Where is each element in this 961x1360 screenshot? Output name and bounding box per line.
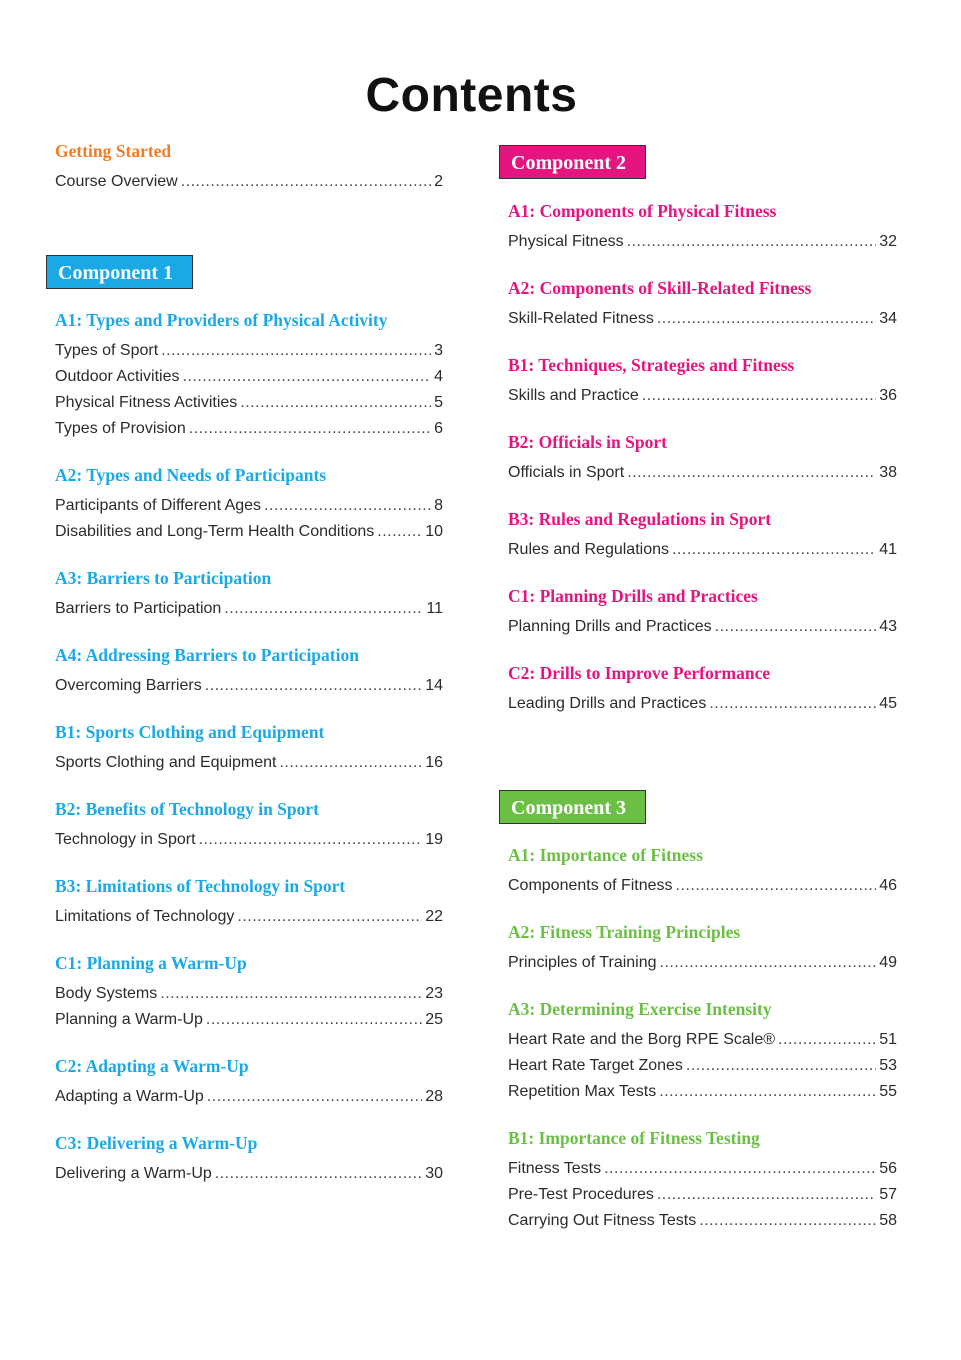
section-heading[interactable]: C2: Drills to Improve Performance [508, 663, 771, 683]
toc-entry[interactable] [508, 383, 897, 409]
page-number[interactable]: 8 [434, 497, 443, 514]
toc-entry[interactable] [55, 416, 443, 442]
section-heading[interactable]: B3: Rules and Regulations in Sport [508, 509, 772, 529]
entry-title[interactable]: Types of Sport [55, 342, 159, 359]
toc-entry[interactable] [55, 1007, 443, 1033]
page-number[interactable]: 30 [425, 1165, 443, 1182]
entry-title[interactable]: Body Systems [55, 985, 158, 1002]
section-heading[interactable]: A1: Types and Providers of Physical Activity [55, 310, 388, 330]
toc-entry[interactable] [55, 827, 443, 853]
entry-title[interactable]: Planning Drills and Practices [508, 618, 712, 635]
dot-leader [657, 1182, 876, 1208]
component-label: Component 1 [46, 255, 193, 289]
dot-leader [279, 750, 422, 776]
toc-entry[interactable] [55, 750, 443, 776]
toc-entry[interactable] [55, 904, 443, 930]
toc-section [508, 663, 897, 717]
page-number[interactable]: 57 [879, 1186, 897, 1203]
entry-title[interactable]: Participants of Different Ages [55, 497, 262, 514]
dot-leader [627, 229, 877, 255]
entry-title[interactable]: Overcoming Barriers [55, 677, 202, 694]
dot-leader [657, 306, 876, 332]
toc-entry[interactable] [508, 306, 897, 332]
toc-entry[interactable] [508, 1156, 897, 1182]
dot-leader [659, 1079, 876, 1105]
section-heading[interactable]: B3: Limitations of Technology in Sport [55, 876, 346, 896]
component-label: Component 3 [499, 790, 646, 824]
entry-title[interactable]: Physical Fitness Activities [55, 394, 238, 411]
page-number[interactable]: 43 [879, 618, 897, 635]
toc-entry[interactable] [508, 460, 897, 486]
toc-section [508, 1128, 897, 1234]
section-heading[interactable]: C3: Delivering a Warm-Up [55, 1133, 258, 1153]
dot-leader [199, 827, 423, 853]
dot-leader [676, 873, 877, 899]
dot-leader [672, 537, 876, 563]
page-number[interactable]: 49 [879, 954, 897, 971]
page-number[interactable]: 51 [879, 1031, 897, 1048]
dot-leader [207, 1084, 422, 1110]
toc-entry[interactable] [55, 493, 443, 519]
entry-title[interactable]: Types of Provision [55, 420, 186, 437]
page-title: Contents [365, 69, 578, 122]
dot-leader [264, 493, 431, 519]
section-heading[interactable]: A2: Components of Skill-Related Fitness [508, 278, 812, 298]
entry-title[interactable]: Principles of Training [508, 954, 657, 971]
section-heading[interactable]: B1: Importance of Fitness Testing [508, 1128, 760, 1148]
toc-entry[interactable] [55, 519, 443, 545]
toc-section [508, 999, 897, 1105]
dot-leader [205, 673, 423, 699]
toc-section [508, 586, 897, 640]
page-number[interactable]: 36 [879, 387, 897, 404]
page-number[interactable]: 46 [879, 877, 897, 894]
page-number[interactable]: 45 [879, 695, 897, 712]
entry-title[interactable]: Leading Drills and Practices [508, 695, 707, 712]
toc-entry[interactable] [55, 364, 443, 390]
entry-title[interactable]: Barriers to Participation [55, 600, 222, 617]
page-number[interactable]: 6 [434, 420, 443, 437]
page-number[interactable]: 4 [434, 368, 443, 385]
component-label: Component 2 [499, 145, 646, 179]
toc-entry[interactable] [508, 691, 897, 717]
section-heading[interactable]: A2: Types and Needs of Participants [55, 465, 327, 485]
section-heading[interactable]: C1: Planning a Warm-Up [55, 953, 247, 973]
toc-entry[interactable] [508, 229, 897, 255]
dot-leader [240, 390, 431, 416]
contents-left-column [55, 141, 443, 1187]
dot-leader [237, 904, 422, 930]
dot-leader [181, 169, 431, 195]
section-heading[interactable]: A1: Importance of Fitness [508, 845, 703, 865]
section-heading[interactable]: B1: Sports Clothing and Equipment [55, 722, 325, 742]
page-number[interactable]: 14 [425, 677, 443, 694]
dot-leader [642, 383, 876, 409]
page-number[interactable]: 11 [426, 600, 443, 617]
page-number[interactable]: 58 [879, 1212, 897, 1229]
dot-leader [215, 1161, 422, 1187]
dot-leader [627, 460, 876, 486]
toc-section [55, 953, 443, 1033]
section-heading[interactable]: Getting Started [55, 141, 172, 161]
entry-title[interactable]: Skills and Practice [508, 387, 639, 404]
page-number[interactable]: 56 [879, 1160, 897, 1177]
page-number[interactable]: 2 [434, 173, 443, 190]
entry-title[interactable]: Planning a Warm-Up [55, 1011, 203, 1028]
dot-leader [224, 596, 423, 622]
dot-leader [715, 614, 877, 640]
section-heading[interactable]: A3: Determining Exercise Intensity [508, 999, 772, 1019]
toc-entry[interactable] [508, 1027, 897, 1053]
entry-title[interactable]: Pre-Test Procedures [508, 1186, 654, 1203]
entry-title[interactable]: Physical Fitness [508, 233, 624, 250]
contents-right-column [508, 145, 897, 1234]
section-heading[interactable]: B2: Officials in Sport [508, 432, 667, 452]
toc-section [55, 1133, 443, 1187]
entry-title[interactable]: Carrying Out Fitness Tests [508, 1212, 697, 1229]
dot-leader [778, 1027, 876, 1053]
dot-leader [660, 950, 877, 976]
entry-title[interactable]: Components of Fitness [508, 877, 673, 894]
entry-title[interactable]: Adapting a Warm-Up [55, 1088, 204, 1105]
component-header [508, 145, 897, 181]
entry-title[interactable]: Sports Clothing and Equipment [55, 754, 277, 771]
dot-leader [686, 1053, 876, 1079]
toc-entry[interactable] [55, 338, 443, 364]
page-number[interactable]: 3 [434, 342, 443, 359]
entry-title[interactable]: Officials in Sport [508, 464, 625, 481]
toc-section [508, 201, 897, 255]
component-header [508, 790, 897, 826]
section-heading[interactable]: B1: Techniques, Strategies and Fitness [508, 355, 795, 375]
toc-entry[interactable] [55, 673, 443, 699]
section-heading[interactable]: A2: Fitness Training Principles [508, 922, 741, 942]
entry-title[interactable]: Limitations of Technology [55, 908, 235, 925]
toc-section [508, 278, 897, 332]
toc-section [508, 922, 897, 976]
entry-title[interactable]: Course Overview [55, 173, 178, 190]
entry-title[interactable]: Technology in Sport [55, 831, 196, 848]
section-heading[interactable]: A4: Addressing Barriers to Participation [55, 645, 359, 665]
toc-entry[interactable] [55, 596, 443, 622]
page-number[interactable]: 41 [879, 541, 897, 558]
page-number[interactable]: 28 [425, 1088, 443, 1105]
entry-title[interactable]: Rules and Regulations [508, 541, 669, 558]
dot-leader [160, 981, 422, 1007]
toc-section [55, 465, 443, 545]
entry-title[interactable]: Outdoor Activities [55, 368, 180, 385]
entry-title[interactable]: Heart Rate Target Zones [508, 1057, 683, 1074]
dot-leader [183, 364, 432, 390]
entry-title[interactable]: Delivering a Warm-Up [55, 1165, 212, 1182]
toc-entry[interactable] [508, 1079, 897, 1105]
page-number[interactable]: 23 [425, 985, 443, 1002]
toc-section [508, 509, 897, 563]
page-number[interactable]: 22 [425, 908, 443, 925]
page-number[interactable]: 34 [879, 310, 897, 327]
page-number[interactable]: 19 [425, 831, 443, 848]
entry-title[interactable]: Repetition Max Tests [508, 1083, 657, 1100]
page-number[interactable]: 38 [879, 464, 897, 481]
section-heading[interactable]: A1: Components of Physical Fitness [508, 201, 777, 221]
dot-leader [189, 416, 431, 442]
toc-entry[interactable] [508, 1182, 897, 1208]
toc-section [55, 645, 443, 699]
toc-section [55, 876, 443, 930]
toc-section [55, 799, 443, 853]
toc-section [508, 355, 897, 409]
toc-section [55, 310, 443, 442]
toc-section [55, 1056, 443, 1110]
section-heading[interactable]: A3: Barriers to Participation [55, 568, 272, 588]
page-number[interactable]: 55 [879, 1083, 897, 1100]
dot-leader [206, 1007, 422, 1033]
entry-title[interactable]: Disabilities and Long-Term Health Conditions [55, 523, 375, 540]
page-number[interactable]: 10 [425, 523, 443, 540]
component-header [55, 255, 443, 291]
entry-title[interactable]: Skill-Related Fitness [508, 310, 654, 327]
section-heading[interactable]: B2: Benefits of Technology in Sport [55, 799, 319, 819]
toc-section [508, 432, 897, 486]
toc-entry[interactable] [55, 169, 443, 195]
toc-entry[interactable] [55, 981, 443, 1007]
toc-entry[interactable] [508, 614, 897, 640]
section-heading[interactable]: C2: Adapting a Warm-Up [55, 1056, 249, 1076]
entry-title[interactable]: Fitness Tests [508, 1160, 602, 1177]
toc-entry[interactable] [508, 1053, 897, 1079]
page-number[interactable]: 5 [434, 394, 443, 411]
toc-entry[interactable] [508, 950, 897, 976]
toc-section [55, 568, 443, 622]
dot-leader [699, 1208, 876, 1234]
toc-entry[interactable] [55, 390, 443, 416]
toc-entry[interactable] [55, 1084, 443, 1110]
toc-entry[interactable] [508, 537, 897, 563]
section-heading[interactable]: C1: Planning Drills and Practices [508, 586, 758, 606]
page-number[interactable]: 53 [879, 1057, 897, 1074]
page-number[interactable]: 16 [425, 754, 443, 771]
dot-leader [709, 691, 876, 717]
toc-entry[interactable] [508, 873, 897, 899]
page-number[interactable]: 25 [425, 1011, 443, 1028]
toc-section [55, 141, 443, 195]
dot-leader [377, 519, 422, 545]
toc-entry[interactable] [55, 1161, 443, 1187]
toc-section [508, 845, 897, 899]
dot-leader [604, 1156, 876, 1182]
page-number[interactable]: 32 [879, 233, 897, 250]
entry-title[interactable]: Heart Rate and the Borg RPE Scale® [508, 1031, 776, 1048]
dot-leader [161, 338, 431, 364]
toc-entry[interactable] [508, 1208, 897, 1234]
toc-section [55, 722, 443, 776]
